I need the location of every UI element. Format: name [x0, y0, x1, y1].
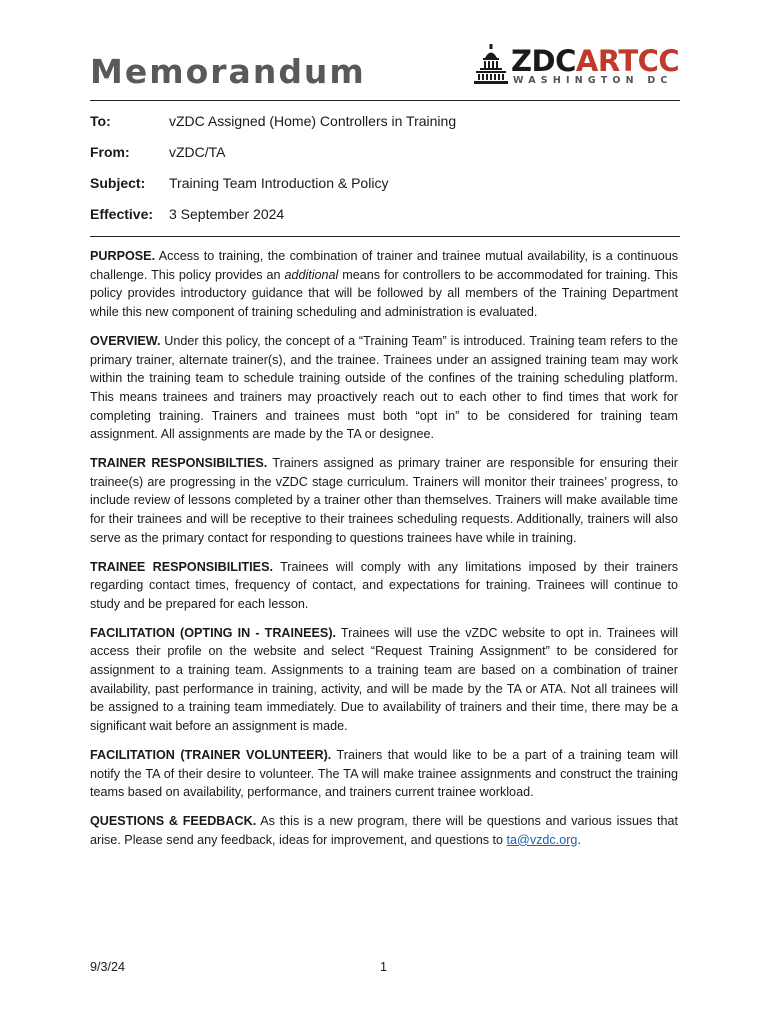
paragraph-end: .	[577, 832, 581, 847]
section-heading: OVERVIEW.	[90, 333, 161, 348]
logo-text-zdc: ZDC	[511, 44, 576, 78]
paragraph-text: Under this policy, the concept of a “Training Team” is introduced. Training team refers to the primary trainer, alternate trainer(s), and the trainee. Trainees under an assigned training team may work within the training team to schedule training outside of the confines of the training scheduling platform. This means trainees and trainers may proactively reach out to each other to find times that work for completing training. Trainers and trainees must both “opt in” to be considered for training team assignment. All assignments are made by the TA or designee.	[90, 333, 678, 442]
paragraph-text: Trainers assigned as primary trainer are responsible for ensuring their trainee(s) are progressing in the vZDC stage curriculum. Trainers will monitor their trainees’ progress, to include review of lessons completed by a trainer other than themselves. Trainers will make available time for their trainees and will be receptive to their trainees scheduling requests. Additionally, trainers will also serve as the primary contact for responding to questions trainees have while in training.	[90, 456, 678, 545]
section-heading: TRAINER RESPONSIBILTIES.	[90, 456, 268, 471]
trainer-responsibilities-paragraph	[90, 454, 678, 548]
trainee-responsibilities-paragraph	[90, 558, 678, 614]
memo-body	[90, 247, 678, 859]
field-label: Effective:	[90, 206, 154, 222]
memo-title: Memorandum	[90, 52, 366, 91]
footer-page-number: 1	[380, 960, 388, 974]
section-heading: FACILITATION (OPTING IN - TRAINEES).	[90, 625, 337, 640]
field-label: To:	[90, 113, 111, 129]
field-value: Training Team Introduction & Policy	[169, 175, 389, 191]
facilitation-trainer-paragraph	[90, 746, 678, 802]
section-heading: PURPOSE.	[90, 249, 156, 263]
paragraph-text: Access to training, the combination of trainer and trainee mutual availability, is a continuous challenge. This policy provides an	[90, 249, 678, 282]
field-value: vZDC/TA	[169, 144, 226, 160]
overview-paragraph	[90, 332, 678, 444]
email-link[interactable]: ta@vzdc.org	[506, 832, 578, 847]
paragraph-text: means for controllers to be accommodated for training. This policy provides introductory guidance that will be followed by all members of the Training Department while this new component of training scheduling and administration is evaluated.	[90, 267, 678, 320]
footer-date: 9/3/24	[90, 960, 126, 974]
logo-subtitle: WASHINGTON DC	[513, 75, 673, 86]
paragraph-text: Trainees will use the vZDC website to opt in. Trainees will access their profile on the website and select “Request Training Assignment” to be considered for assignment to a training team. Assignments to a training team are based on a combination of trainer availability, past performance in training, activity, and will be made by the TA or ATA. Not all trainees will be assigned to a training team immediately. Due to availability of trainers and their time, there may be a significant wait before an assignment is made.	[90, 625, 678, 734]
logo-wordmark	[511, 46, 679, 76]
field-label: Subject:	[90, 175, 146, 191]
section-heading: TRAINEE RESPONSIBILITIES.	[90, 559, 273, 574]
emphasis-text: additional	[284, 267, 339, 282]
purpose-paragraph	[90, 247, 678, 322]
section-heading: FACILITATION (TRAINER VOLUNTEER).	[90, 747, 332, 762]
zdc-artcc-logo	[474, 44, 680, 90]
field-label: From:	[90, 144, 130, 160]
header-rule-bottom	[90, 236, 680, 237]
paragraph-text: Trainees will comply with any limitations imposed by their trainers regarding contact times, frequency of contact, and expectations for training. Trainees will continue to study and be prepared for each lesson.	[90, 559, 678, 611]
questions-feedback-paragraph	[90, 812, 678, 849]
capitol-dome-icon	[474, 44, 508, 86]
field-value: vZDC Assigned (Home) Controllers in Training	[169, 113, 457, 129]
section-heading: QUESTIONS & FEEDBACK.	[90, 813, 257, 828]
paragraph-text: As this is a new program, there will be questions and various issues that arise. Please send any feedback, ideas for improvement, and questions to	[90, 813, 679, 847]
field-value: 3 September 2024	[169, 206, 285, 222]
facilitation-trainees-paragraph	[90, 624, 678, 736]
paragraph-text: Trainers that would like to be a part of a training team will notify the TA of their desire to volunteer. The TA will make trainee assignments and construct the training teams based on availability, performance, and trainers current trainee workload.	[90, 747, 678, 800]
header-rule-top	[90, 100, 680, 101]
logo-text-artcc: ARTCC	[575, 44, 680, 78]
